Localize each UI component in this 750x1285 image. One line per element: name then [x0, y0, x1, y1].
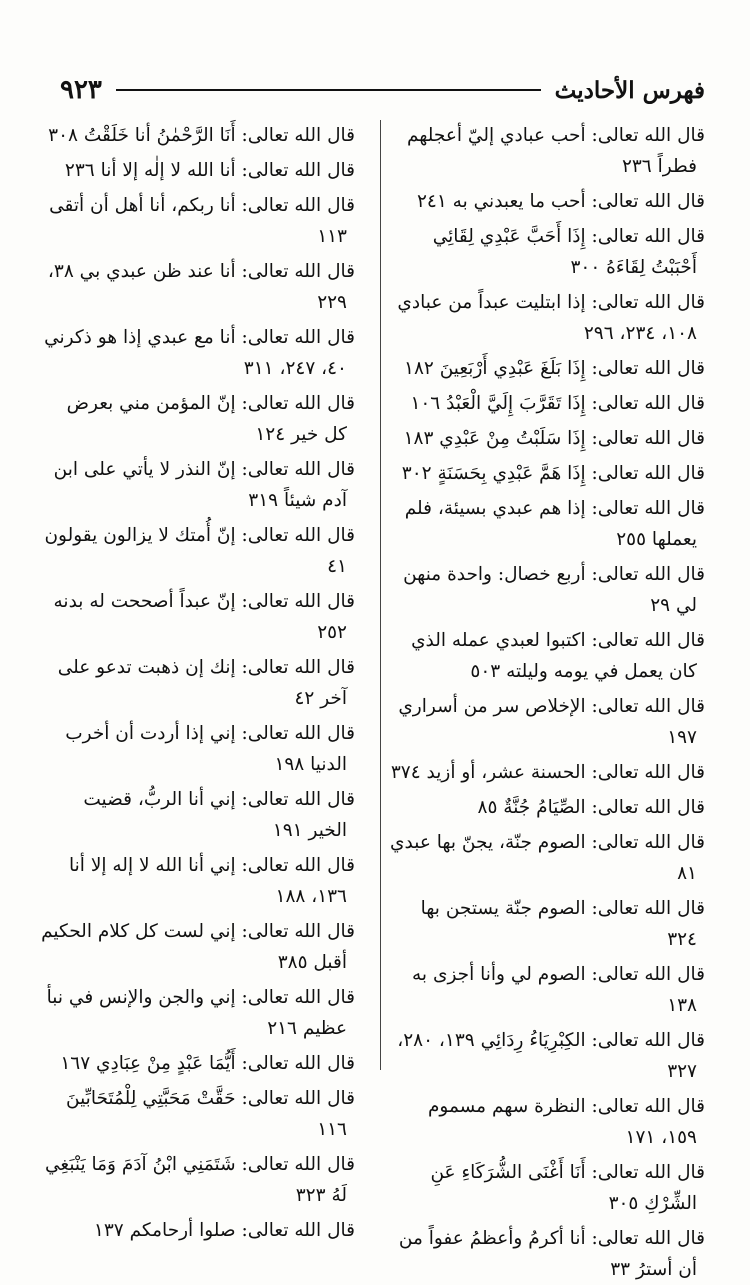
hadith-index-entry: قال الله تعالى: أنا مع عبدي إذا هو ذكرني ٤٠، ٢٤٧، ٣١١	[44, 327, 355, 379]
hadith-index-entry: قال الله تعالى: إِذَا تَقَرَّبَ إِلَيَّ الْعَبْدُ ١٠٦	[410, 393, 705, 414]
hadith-index-entry: قال الله تعالى: إنّ المؤمن مني بعرض كل خير ١٢٤	[66, 393, 355, 445]
hadith-index-entry: قال الله تعالى: أحب ما يعبدني به ٢٤١	[416, 191, 705, 212]
hadith-index-entry: قال الله تعالى: إني لست كل كلام الحكيم أقبل ٣٨٥	[41, 921, 355, 973]
hadith-index-entry: قال الله تعالى: إذا هم عبدي بسيئة، فلم يعملها ٢٥٥	[404, 498, 705, 550]
hadith-index-entry: قال الله تعالى: أحب عبادي إليّ أعجلهم فطراً ٢٣٦	[406, 125, 705, 177]
hadith-index-entry: قال الله تعالى: حَقَّتْ مَحَبَّتِي لِلْمُتَحَابِّينَ ١١٦	[66, 1088, 355, 1140]
hadith-index-entry: قال الله تعالى: إِذَا هَمَّ عَبْدِي بِحَسَنَةٍ ٣٠٢	[401, 463, 705, 484]
hadith-index-entry: قال الله تعالى: أنا الله لا إلٰه إلا أنا ٢٣٦	[64, 160, 355, 181]
hadith-index-entry: قال الله تعالى: الصِّيَامُ جُنَّةٌ ٨٥	[477, 797, 705, 818]
header-rule	[116, 89, 541, 91]
hadith-index-entry: قال الله تعالى: إنّ عبداً أصححت له بدنه ٢٥٢	[53, 591, 355, 643]
left-column	[40, 120, 355, 1241]
hadith-index-entry: قال الله تعالى: إِذَا بَلَغَ عَبْدِي أَرْبَعِينَ ١٨٢	[404, 358, 705, 379]
hadith-index-entry: قال الله تعالى: اكتبوا لعبدي عمله الذي كان يعمل في يومه وليلته ٥٠٣	[411, 630, 705, 682]
hadith-index-entry: قال الله تعالى: صلوا أرحامكم ١٣٧	[93, 1220, 355, 1241]
hadith-index-entry: قال الله تعالى: إذا ابتليت عبداً من عبادي ١٠٨، ٢٣٤، ٢٩٦	[397, 292, 705, 344]
right-column	[389, 120, 705, 1280]
page-number: ٩٢٣	[60, 75, 102, 105]
hadith-index-entry: قال الله تعالى: الصوم جنّة، يجنّ بها عبدي ٨١	[390, 832, 705, 884]
hadith-index-entry: قال الله تعالى: الإخلاص سر من أسراري ١٩٧	[398, 696, 705, 748]
page-header	[60, 72, 705, 108]
hadith-index-entry: قال الله تعالى: إنّ النذر لا يأتي على ابن آدم شيئاً ٣١٩	[53, 459, 355, 511]
hadith-index-entry: قال الله تعالى: إني أنا الله لا إله إلا أنا ١٣٦، ١٨٨	[69, 855, 355, 907]
hadith-index-entry: قال الله تعالى: الكِبْرِيَاءُ رِدَائِي ١٣٩، ٢٨٠، ٣٢٧	[397, 1030, 705, 1082]
header-title: فهرس الأحاديث	[554, 76, 705, 104]
hadith-index-entry: قال الله تعالى: الصوم لي وأنا أجزى به ١٣٨	[412, 964, 705, 1016]
hadith-index-entry: قال الله تعالى: أَنَا الرَّحْمٰنُ أنا خَلَقْتُ ٣٠٨	[48, 125, 355, 146]
hadith-index-entry: قال الله تعالى: إني إذا أردت أن أخرب الدنيا ١٩٨	[65, 723, 355, 775]
hadith-index-entry: قال الله تعالى: إِذَا أَحَبَّ عَبْدِي لِقَائِي أَحْبَبْتُ لِقَاءَهُ ٣٠٠	[432, 226, 705, 278]
hadith-index-entry: قال الله تعالى: أَيُّمَا عَبْدٍ مِنْ عِبَادِي ١٦٧	[60, 1053, 355, 1074]
hadith-index-entry: قال الله تعالى: النظرة سهم مسموم ١٥٩، ١٧١	[427, 1096, 705, 1148]
hadith-index-entry: قال الله تعالى: إني والجن والإنس في نبأ عظيم ٢١٦	[46, 987, 355, 1039]
hadith-index-entry: قال الله تعالى: شَتَمَنِي ابْنُ آدَمَ وَمَا يَنْبَغِي لَهُ ٣٢٣	[44, 1154, 355, 1206]
hadith-index-entry: قال الله تعالى: أَنَا أَغْنَى الشُّرَكَاءِ عَنِ الشِّرْكِ ٣٠٥	[430, 1162, 705, 1214]
hadith-index-entry: قال الله تعالى: أربع خصال: واحدة منهن لي ٢٩	[403, 564, 705, 616]
hadith-index-entry: قال الله تعالى: إنّ أُمتك لا يزالون يقولون ٤١	[44, 525, 355, 577]
hadith-index-entry: قال الله تعالى: إنك إن ذهبت تدعو على آخر ٤٢	[57, 657, 355, 709]
column-divider	[380, 120, 381, 1070]
hadith-index-entry: قال الله تعالى: أنا عند ظن عبدي بي ٣٨، ٢٢٩	[47, 261, 355, 313]
hadith-index-entry: قال الله تعالى: أنا أكرمُ وأعظمُ عفواً من أن أسترُ ٣٣	[398, 1228, 705, 1280]
hadith-index-entry: قال الله تعالى: إِذَا سَلَبْتُ مِنْ عَبْدِي ١٨٣	[403, 428, 705, 449]
hadith-index-entry: قال الله تعالى: الصوم جنّة يستجن بها ٣٢٤	[420, 898, 705, 950]
hadith-index-entry: قال الله تعالى: إني أنا الربُّ، قضيت الخير ١٩١	[83, 789, 355, 841]
hadith-index-entry: قال الله تعالى: الحسنة عشر، أو أزيد ٣٧٤	[390, 762, 705, 783]
hadith-index-entry: قال الله تعالى: أنا ربكم، أنا أهل أن أتقى ١١٣	[49, 195, 355, 247]
